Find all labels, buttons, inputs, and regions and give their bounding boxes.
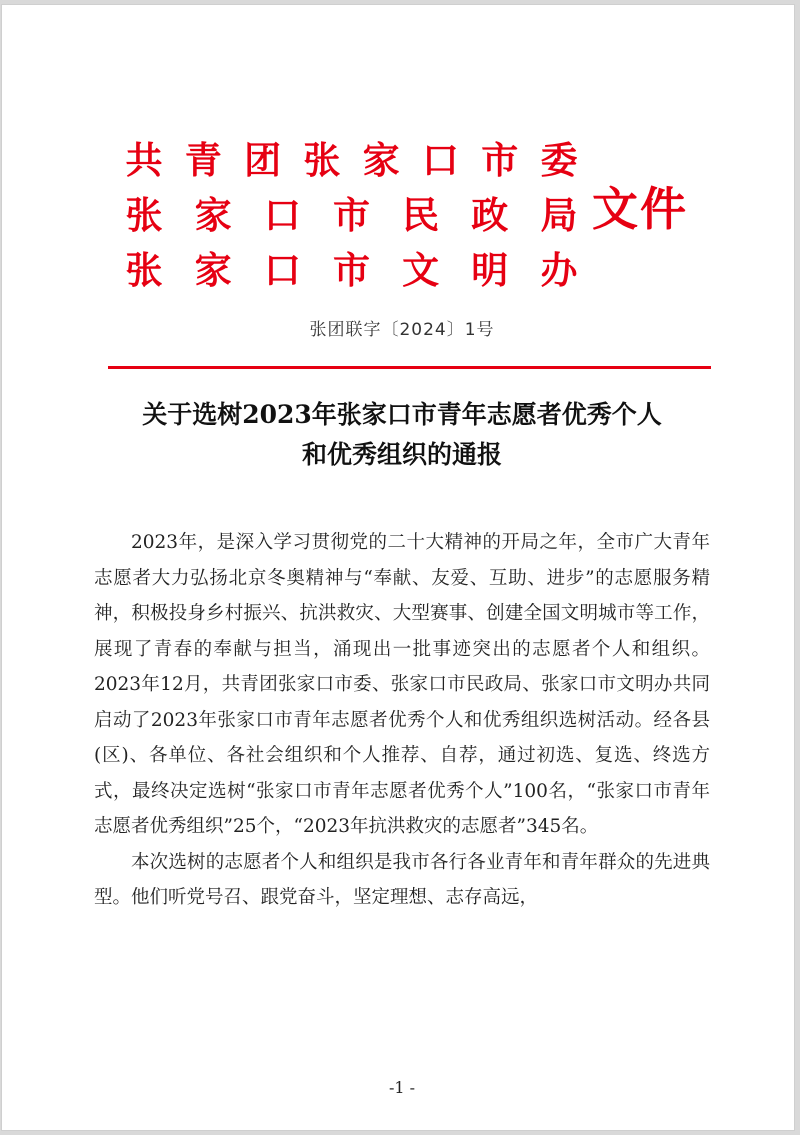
document-number: 张团联字〔2024〕1号 [309, 320, 495, 340]
issuer-char: 团 [244, 138, 282, 182]
document-title [82, 395, 722, 475]
document-body [94, 525, 710, 916]
issuer-char: 口 [263, 193, 301, 237]
issuer-char: 家 [362, 138, 400, 182]
issuer-char: 口 [421, 138, 459, 182]
issuer-char: 委 [540, 138, 578, 182]
title-line-2: 和优秀组织的通报 [301, 440, 502, 469]
issuer-line-civil-affairs [124, 188, 579, 243]
issuer-char: 文 [402, 248, 440, 292]
issuer-line-youth-league [124, 133, 579, 188]
issuer-char: 民 [402, 193, 440, 237]
issuer-char: 办 [540, 248, 578, 292]
issuer-char: 市 [481, 138, 519, 182]
issuer-block [124, 133, 594, 298]
issuer-char: 张 [125, 193, 163, 237]
issuer-char: 家 [194, 193, 232, 237]
issuer-char: 口 [263, 248, 301, 292]
issuer-char: 青 [184, 138, 222, 182]
body-paragraph: 本次选树的志愿者个人和组织是我市各行各业青年和青年群众的先进典型。他们听党号召、跟党奋斗，坚定理想、志存高远， [94, 851, 710, 908]
document-type-label: 文件 [592, 182, 688, 236]
red-divider-rule [108, 366, 711, 369]
issuer-char: 家 [194, 248, 232, 292]
issuer-char: 共 [125, 138, 163, 182]
issuer-char: 局 [540, 193, 578, 237]
issuer-char: 明 [471, 248, 509, 292]
issuer-char: 张 [125, 248, 163, 292]
issuer-char: 市 [332, 248, 370, 292]
issuer-char: 张 [303, 138, 341, 182]
issuer-line-civilization-office [124, 243, 579, 298]
title-line-1: 关于选树2023年张家口市青年志愿者优秀个人 [142, 400, 662, 429]
issuer-char: 政 [471, 193, 509, 237]
page-number: -1 - [388, 1078, 416, 1097]
issuer-char: 市 [332, 193, 370, 237]
body-paragraph: 2023年，是深入学习贯彻党的二十大精神的开局之年，全市广大青年志愿者大力弘扬北京冬奥精神与“奉献、友爱、互助、进步”的志愿服务精神，积极投身乡村振兴、抗洪救灾、大型赛事、创建全国文明城市等工作，展现了青春的奉献与担当，涌现出一批事迹突出的志愿者个人和组织。2023年12月，共青团张家口市委、张家口市民政局、张家口市文明办共同启动了2023年张家口市青年志愿者优秀个人和优秀组织选树活动。经各县(区)、各单位、各社会组织和个人推荐、自荐，通过初选、复选、终选方式，最终决定选树“张家口市青年志愿者优秀个人”100名，“张家口市青年志愿者优秀组织”25个，“2023年抗洪救灾的志愿者”345名。 [94, 532, 710, 837]
document-page [1, 4, 795, 1131]
